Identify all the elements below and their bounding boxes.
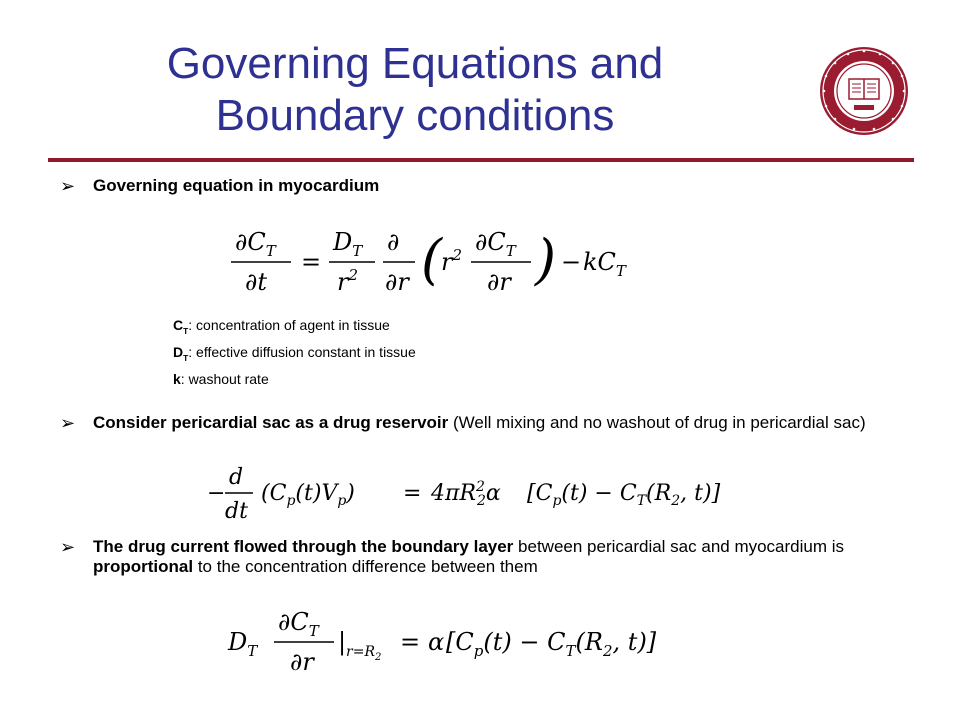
svg-text:∂r: ∂r [487,268,511,296]
svg-text:[Cp(t) − CT(R2, t)]: [$C_p(t) - C_T(R_2$, t)] [446,628,657,660]
arrowhead-bullet-icon: ➢ [60,537,76,557]
svg-text:α: α [428,628,445,656]
svg-text:∂CT: $\partial C_T$ [278,608,319,640]
bullet-1-bold: Governing equation in myocardium [93,176,380,195]
svg-text:∂CT: $\partial C_T$ [235,228,276,260]
svg-text:[Cp(t) − CT(R2, t)]: [$C_p(t) - C_T(R_2$, t)] [527,481,721,509]
title-line-1: Governing Equations and [166,39,664,88]
arrowhead-bullet-icon: ➢ [60,176,76,196]
svg-text:DT: $D_T$ [228,628,258,660]
university-seal-logo [818,45,910,137]
equation-boundary-condition [224,600,704,680]
svg-text:∂r: ∂r [290,648,314,676]
svg-text:=: = [403,481,422,506]
svg-text:(: ( [421,228,443,291]
svg-text:(Cp(t)Vp): $(C_p(t)V_p)$ [261,481,355,509]
svg-text:∂r: ∂r [385,268,409,296]
svg-text:): ) [535,228,557,291]
svg-text:∂t: ∂t [245,268,268,296]
svg-text:=: = [400,628,421,656]
svg-text:r2: $r^2$ [441,246,463,276]
svg-text:d: d [229,465,244,490]
slide-title [90,38,740,142]
definition-ct: $C_T$: concentration of agent in tissue [173,317,390,336]
svg-text:∂: ∂ [387,228,400,256]
svg-text:|: | [338,628,347,656]
variable-definitions [173,315,416,390]
title-divider [48,158,914,162]
svg-text:kCT: $kC_T$ [583,248,626,280]
equation-diffusion [225,218,645,300]
svg-text:r=R2: $r=R_2$ [346,644,382,663]
svg-text:4πR22α: $4\pi R^2$ 2α [431,479,501,509]
svg-text:dt: dt [225,499,248,524]
arrowhead-bullet-icon: ➢ [60,413,76,433]
svg-text:−: − [561,248,582,276]
svg-text:∂CT: $\partial C_T$ [475,228,516,260]
definition-dt: $D_T$: effective diffusion constant in tissue [173,343,416,363]
equation-reservoir [205,462,745,528]
svg-text:=: = [301,248,322,276]
svg-text:−: − [207,481,226,506]
title-line-2: Boundary conditions [215,91,615,140]
svg-text:DT: $D_T$ [333,228,363,260]
svg-text:r2: $r^2$ [337,266,359,296]
definition-k: k: washout rate [173,370,269,387]
